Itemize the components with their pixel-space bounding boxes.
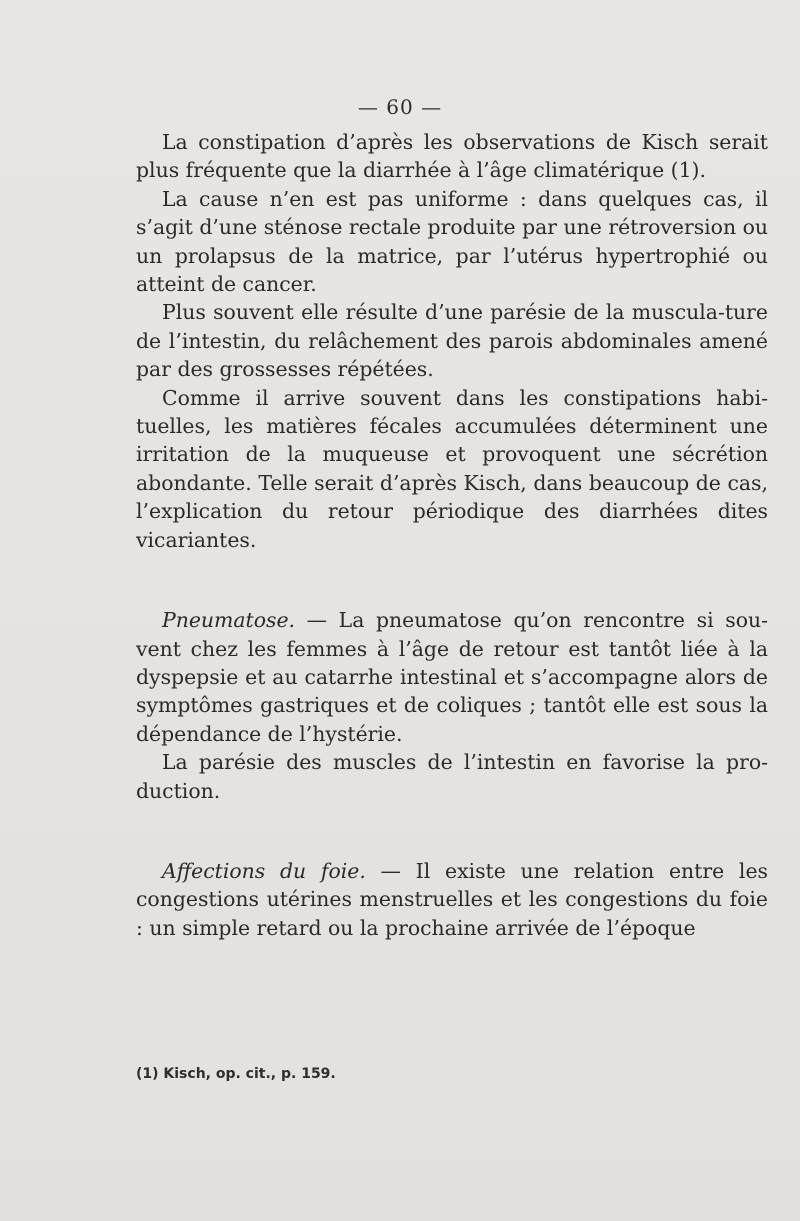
- paragraph-pneumatose-production: La parésie des muscles de l’intestin en favorise la pro-duction.: [136, 750, 768, 803]
- paragraph-cause: La cause n’en est pas uniforme : dans quelques cas, il s’agit d’une sténose rectale produite par une rétroversion ou un prolapsus de la matrice, par l’utérus hypertrophié ou atteint de cancer.: [136, 186, 768, 297]
- paragraph-pneumatose: [136, 606, 768, 748]
- page-number: — 60 —: [357, 95, 443, 119]
- paragraph-vicariantes: Comme il arrive souvent dans les constipations habi-tuelles, les matières fécales accumulées déterminent une irritation de la muqueuse et provoquent une sécrétion abondante. Telle serait d’après Kisch, dans beaucoup de cas, l’explication du retour périodique des diarrhées dites vicariantes.: [136, 385, 768, 552]
- section-title-pneumatose: Pneumatose.: [162, 608, 296, 633]
- paragraph-constipation: La constipation d’après les observations de Kisch serait plus fréquente que la diarrhée à l’âge climatérique (1).: [136, 130, 768, 183]
- section-gap: [136, 805, 768, 857]
- section-title-foie: Affections du foie.: [162, 858, 366, 883]
- section-gap: [136, 554, 768, 606]
- paragraph-foie: [136, 857, 768, 942]
- body-text: [136, 128, 768, 942]
- footnote: (1) Kisch, op. cit., p. 159.: [136, 1066, 336, 1082]
- foie-body: — Il existe une relation entre les congestions utérines menstruelles et les congestions du foie : un simple retard ou la prochaine arrivée de l’époque: [136, 858, 768, 940]
- pneumatose-body: — La pneumatose qu’on rencontre si sou-vent chez les femmes à l’âge de retour est tantôt liée à la dyspepsie et au catarrhe intestinal et s’accompagne alors de symptômes gastriques et de coliques ; tantôt elle est sous la dépendance de l’hystérie.: [136, 608, 768, 746]
- paragraph-paresie: Plus souvent elle résulte d’une parésie de la muscula-ture de l’intestin, du relâchement des parois abdominales amené par des grossesses répétées.: [136, 300, 768, 382]
